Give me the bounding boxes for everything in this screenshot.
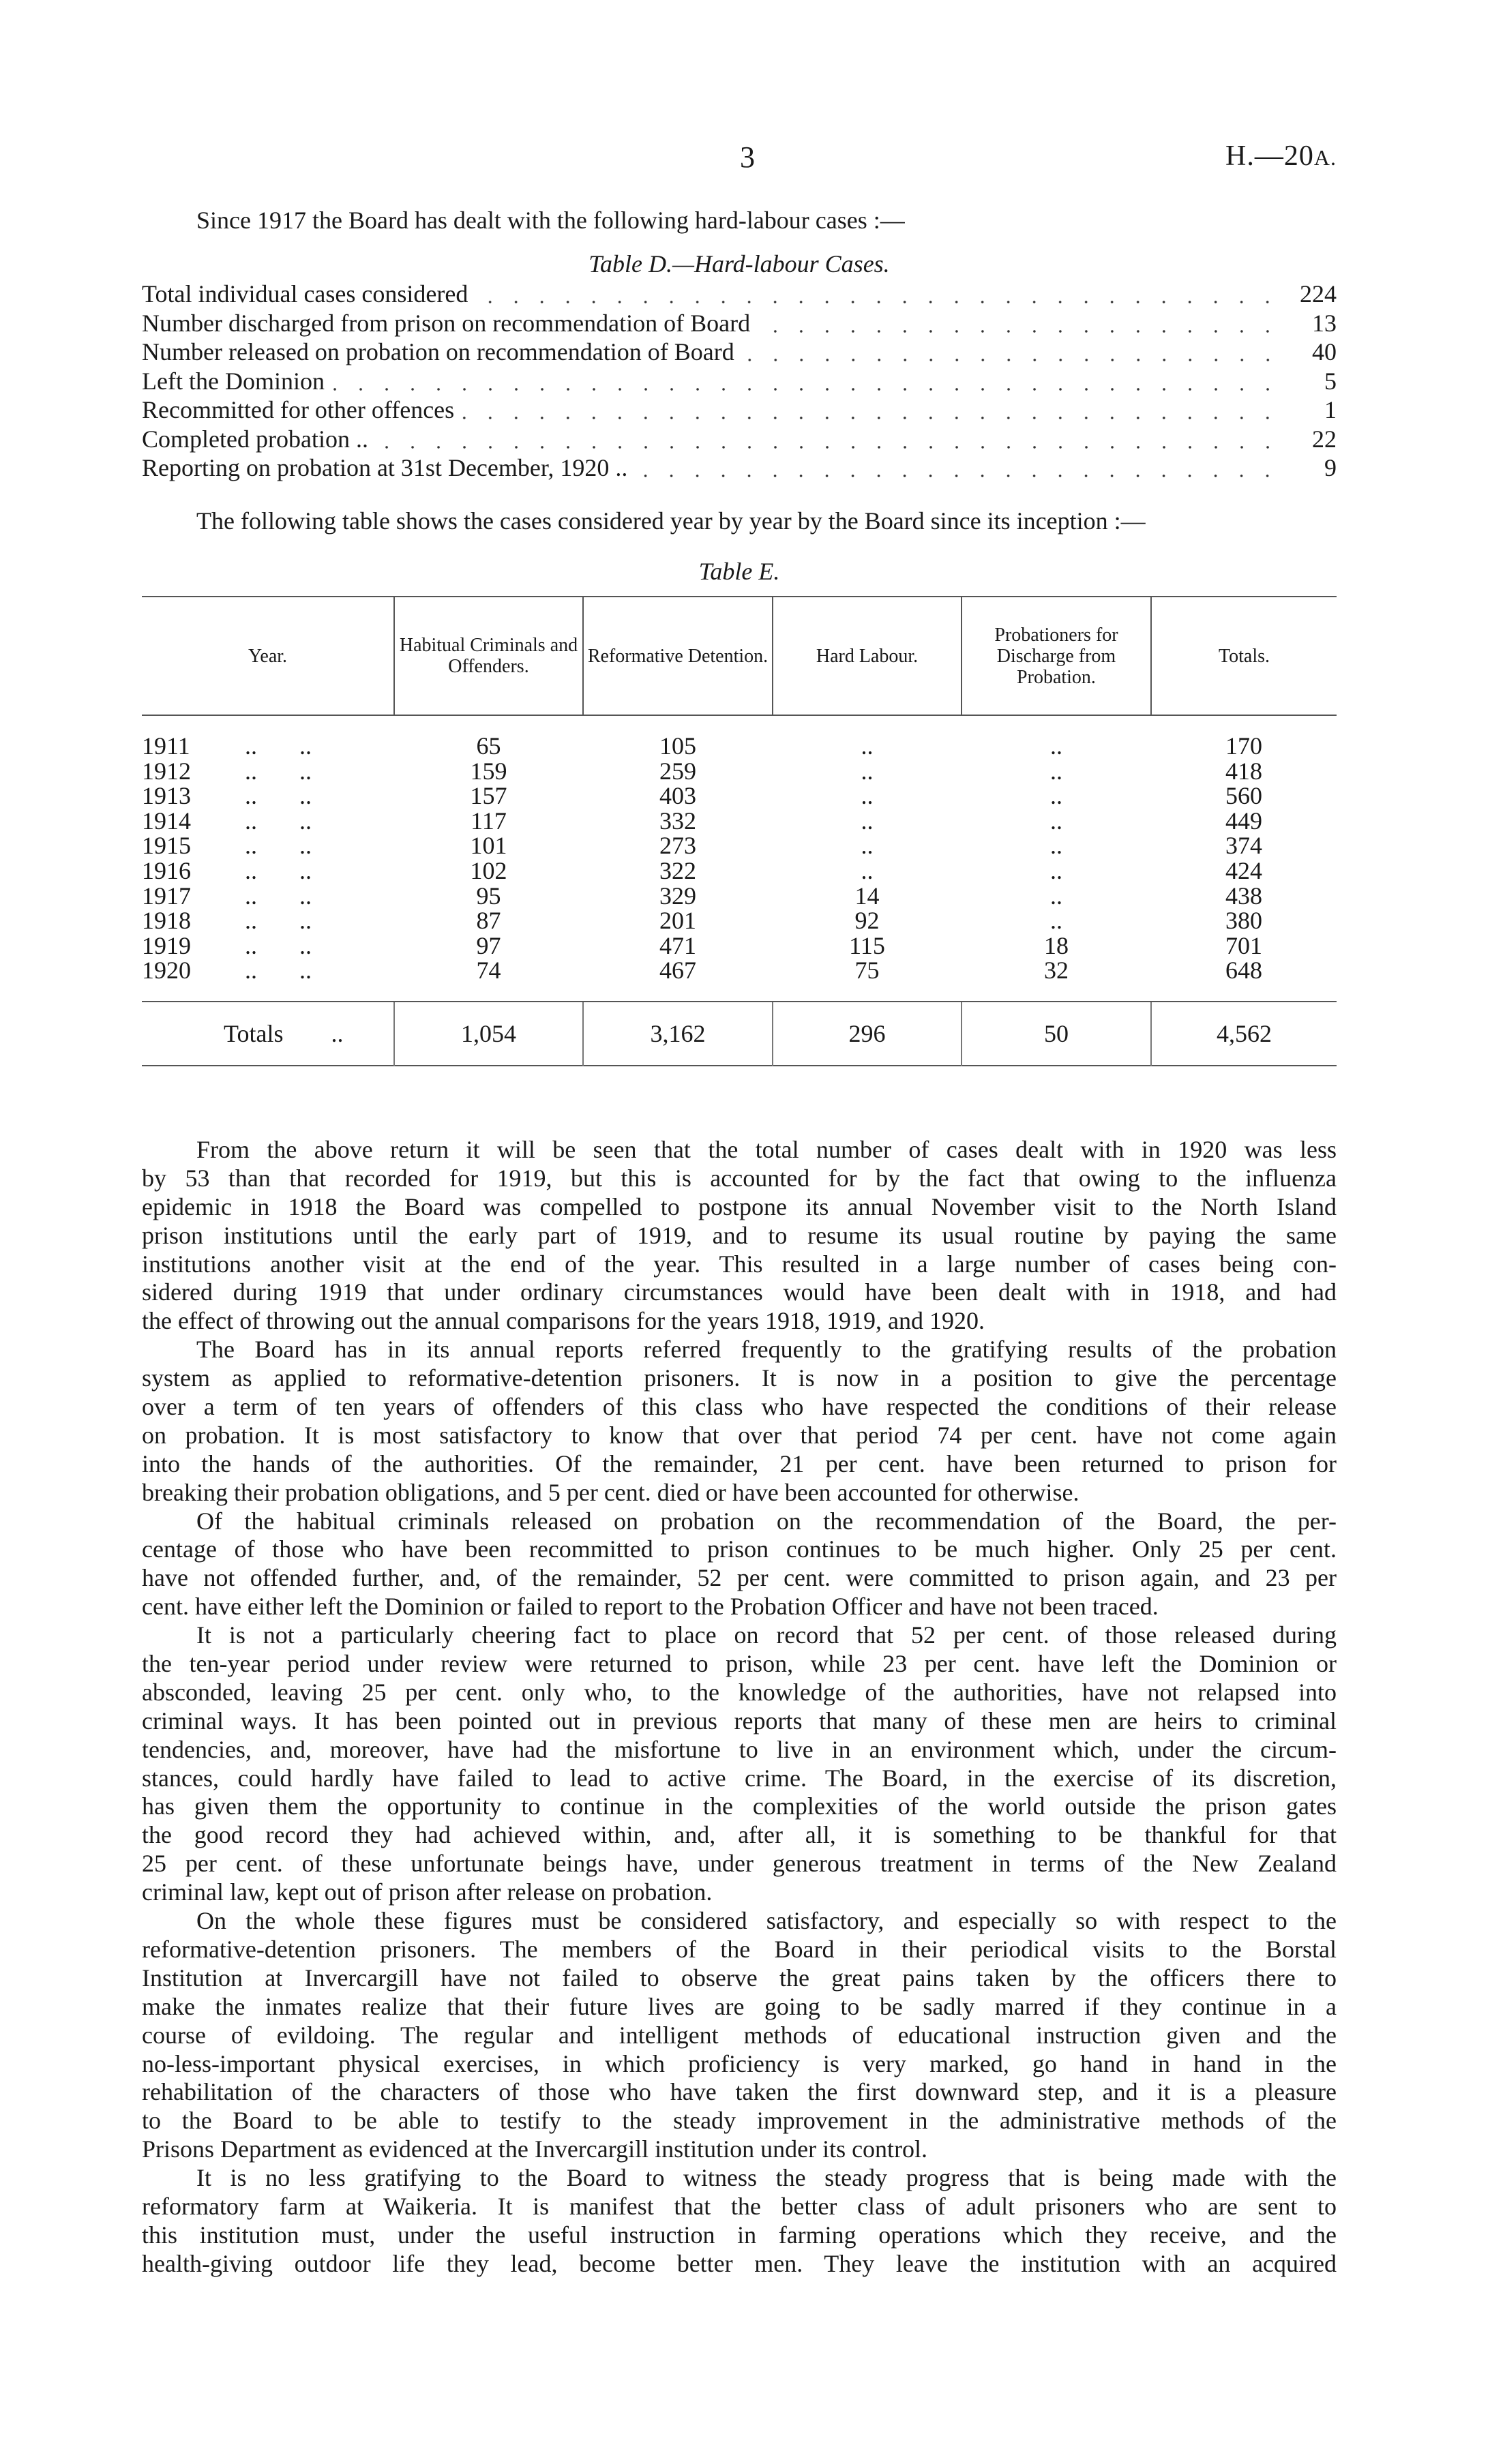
year-cell <box>142 933 394 959</box>
totals-row <box>142 1002 1337 1066</box>
year-cell <box>142 759 394 784</box>
total-cell: 648 <box>1225 957 1262 985</box>
reformative-cell: 471 <box>659 931 696 959</box>
table-row <box>142 958 1337 1002</box>
total-probationers: 50 <box>962 1002 1151 1066</box>
dot-leader <box>476 280 1281 309</box>
text-line: criminal ways. It has been pointed out in previous reports that many of these men are heirs to criminal <box>142 1707 1337 1734</box>
year-cell <box>142 908 394 933</box>
table-e <box>142 596 1337 1066</box>
dot-leader <box>636 453 1281 483</box>
table-row <box>142 833 1337 858</box>
year: 1913 <box>142 782 191 810</box>
text-line: course of evildoing. The regular and intelligent methods of educational instruction given and the <box>142 2021 1337 2049</box>
table-row <box>142 858 1337 884</box>
text-line: Institution at Invercargill have not failed to observe the great pains taken by the officers there to <box>142 1964 1337 1992</box>
text-line: criminal law, kept out of prison after release on probation. <box>142 1878 713 1906</box>
total-cell: 374 <box>1225 832 1262 860</box>
probationers-cell: 32 <box>1044 957 1069 985</box>
row-value: 40 <box>1312 338 1337 365</box>
total-cell: 418 <box>1225 757 1262 785</box>
column-header: Hard Labour. <box>773 597 962 715</box>
table-row <box>142 715 1337 759</box>
reformative-cell: 105 <box>659 732 696 760</box>
total-cell: 449 <box>1225 807 1262 835</box>
table-d-row <box>142 337 1337 367</box>
row-value: 224 <box>1300 280 1337 307</box>
probationers-cell: .. <box>1050 907 1062 935</box>
text-line: the good record they had achieved within, and, after all, it is something to be thankful for that <box>142 1821 1337 1849</box>
probationers-cell: .. <box>1050 882 1062 910</box>
paragraph <box>142 1507 1337 1622</box>
reformative-cell: 403 <box>659 782 696 810</box>
table-row <box>142 884 1337 909</box>
hard-cell: .. <box>861 757 874 785</box>
leader: .. <box>299 957 312 985</box>
probationers-cell: .. <box>1050 782 1062 810</box>
text-line: 25 per cent. of these unfortunate beings have, under generous treatment in terms of the New Zealand <box>142 1850 1337 1878</box>
dot-leader <box>758 309 1281 338</box>
text-line: The Board has in its annual reports referred frequently to the gratifying results of the probation <box>196 1336 1337 1364</box>
probationers-cell: 18 <box>1044 931 1069 959</box>
habitual-cell: 65 <box>476 732 501 760</box>
text-line: Of the habitual criminals released on probation on the recommendation of the Board, the per- <box>196 1507 1337 1535</box>
habitual-cell: 159 <box>470 757 507 785</box>
reformative-cell: 201 <box>659 907 696 935</box>
total-habitual: 1,054 <box>394 1002 583 1066</box>
text-line: absconded, leaving 25 per cent. only who, to the knowledge of the authorities, have not relapsed into <box>142 1678 1337 1706</box>
text-line: into the hands of the authorities. Of the remainder, 21 per cent. have been returned to prison for <box>142 1449 1337 1477</box>
leader: .. <box>245 832 257 860</box>
text-line: over a term of ten years of offenders of this class who have respected the conditions of their release <box>142 1393 1337 1421</box>
text-line: sidered during 1919 that under ordinary circumstances would have been dealt with in 1918, and had <box>142 1278 1337 1306</box>
text-line: epidemic in 1918 the Board was compelled to postpone its annual November visit to the North Island <box>142 1192 1337 1220</box>
leader: .. <box>245 757 257 785</box>
leader: .. <box>245 856 257 884</box>
paragraph <box>142 1336 1337 1507</box>
leader: .. <box>299 732 312 760</box>
habitual-cell: 97 <box>476 931 501 959</box>
leader: .. <box>245 931 257 959</box>
table-d-title: Table D.—Hard-labour Cases. <box>588 250 890 277</box>
row-value: 22 <box>1312 425 1337 453</box>
year: 1919 <box>142 931 191 959</box>
table-d-row <box>142 453 1337 483</box>
habitual-cell: 87 <box>476 907 501 935</box>
probationers-cell: .. <box>1050 807 1062 835</box>
probationers-cell: .. <box>1050 757 1062 785</box>
year: 1917 <box>142 882 191 910</box>
row-value: 1 <box>1324 396 1337 423</box>
leader: .. <box>299 807 312 835</box>
year-cell <box>142 833 394 858</box>
text-line: reformatory farm at Waikeria. It is manifest that the better class of adult prisoners who are sent to <box>142 2192 1337 2220</box>
text-line: It is no less gratifying to the Board to witness the steady progress that is being made with the <box>196 2164 1337 2192</box>
reformative-cell: 467 <box>659 957 696 985</box>
table-e-title: Table E. <box>698 558 780 585</box>
totals-label-cell <box>142 1002 394 1066</box>
habitual-cell: 74 <box>476 957 501 985</box>
total-cell: 438 <box>1225 882 1262 910</box>
document-reference <box>1200 140 1337 172</box>
paragraph <box>142 1136 1337 1336</box>
reformative-cell: 329 <box>659 882 696 910</box>
text-line: tendencies, and, moreover, have had the misfortune to live in an environment which, under the circum- <box>142 1735 1337 1763</box>
column-header: Probationers for Discharge from Probation. <box>962 597 1151 715</box>
total-total: 4,562 <box>1151 1002 1337 1066</box>
table-d-intro: Since 1917 the Board has dealt with the following hard-labour cases :— <box>196 207 905 234</box>
leader: .. <box>299 757 312 785</box>
text-line: has given them the opportunity to continue in the complexities of the world outside the prison gates <box>142 1792 1337 1820</box>
year-cell <box>142 858 394 884</box>
table-row <box>142 809 1337 834</box>
total-cell: 560 <box>1225 782 1262 810</box>
year: 1911 <box>142 732 190 760</box>
leader: .. <box>245 807 257 835</box>
hard-cell: .. <box>861 732 874 760</box>
text-line: system as applied to reformative-detention prisoners. It is now in a position to give the percentage <box>142 1364 1337 1392</box>
text-line: make the inmates realize that their future lives are going to be sadly marred if they continue in a <box>142 1992 1337 2020</box>
hard-cell: .. <box>861 782 874 810</box>
column-header: Reformative Detention. <box>583 597 773 715</box>
year: 1920 <box>142 957 191 985</box>
hard-cell: 14 <box>854 882 880 910</box>
reformative-cell: 322 <box>659 856 696 884</box>
leader: .. <box>299 882 312 910</box>
text-line: On the whole these figures must be considered satisfactory, and especially so with respect to the <box>196 1907 1337 1935</box>
column-header: Habitual Criminals and Offenders. <box>394 597 583 715</box>
year-cell <box>142 715 394 759</box>
probationers-cell: .. <box>1050 732 1062 760</box>
text-line: the effect of throwing out the annual comparisons for the years 1918, 1919, and 1920. <box>142 1307 985 1335</box>
row-value: 9 <box>1324 454 1337 481</box>
leader: .. <box>299 832 312 860</box>
text-line: prison institutions until the early part of 1919, and to resume its usual routine by paying the same <box>142 1221 1337 1249</box>
paragraph <box>142 2164 1337 2279</box>
text-line: have not offended further, and, of the remainder, 52 per cent. were committed to prison again, and 23 per <box>142 1564 1337 1592</box>
probationers-cell: .. <box>1050 832 1062 860</box>
dot-leader <box>333 367 1281 396</box>
year: 1914 <box>142 807 191 835</box>
reformative-cell: 273 <box>659 832 696 860</box>
dot-leader <box>743 337 1281 367</box>
text-line: by 53 than that recorded for 1919, but this is accounted for by the fact that owing to the influenza <box>142 1164 1337 1192</box>
row-label: Number discharged from prison on recommendation of Board <box>142 309 751 337</box>
table-d-row <box>142 425 1337 454</box>
table-d-row <box>142 367 1337 396</box>
year: 1916 <box>142 856 191 884</box>
column-header: Year. <box>142 597 394 715</box>
year-cell <box>142 809 394 834</box>
text-line: rehabilitation of the characters of those who have taken the first downward step, and it is a pleasure <box>142 2078 1337 2106</box>
hard-cell: 75 <box>854 957 880 985</box>
hard-cell: 92 <box>854 907 880 935</box>
dot-leader <box>376 425 1281 454</box>
text-line: reformative-detention prisoners. The members of the Board in their periodical visits to the Borstal <box>142 1935 1337 1963</box>
year: 1915 <box>142 832 191 860</box>
leader: .. <box>299 907 312 935</box>
year: 1918 <box>142 907 191 935</box>
row-label: Total individual cases considered <box>142 280 468 307</box>
text-line: institutions another visit at the end of the year. This resulted in a large number of cases being con- <box>142 1250 1337 1278</box>
row-label: Reporting on probation at 31st December, 1920 .. <box>142 454 628 481</box>
body-text <box>142 1136 1337 2279</box>
table-e-intro: The following table shows the cases considered year by year by the Board since its inception :— <box>196 507 1146 535</box>
habitual-cell: 102 <box>470 856 507 884</box>
habitual-cell: 117 <box>471 807 507 835</box>
row-label: Number released on probation on recommendation of Board <box>142 338 734 365</box>
text-line: It is not a particularly cheering fact to place on record that 52 per cent. of those released during <box>196 1621 1337 1649</box>
text-line: to the Board to be able to testify to the steady improvement in the administrative methods of the <box>142 2107 1337 2135</box>
year-cell <box>142 958 394 1002</box>
reference-suffix: A. <box>1313 145 1337 170</box>
hard-cell: .. <box>861 832 874 860</box>
text-line: no-less-important physical exercises, in which proficiency is very marked, go hand in hand in the <box>142 2049 1337 2077</box>
row-value: 5 <box>1324 367 1337 395</box>
leader: .. <box>245 732 257 760</box>
total-hard: 296 <box>773 1002 962 1066</box>
habitual-cell: 95 <box>476 882 501 910</box>
row-label: Completed probation .. <box>142 425 368 453</box>
row-value: 13 <box>1312 309 1337 337</box>
habitual-cell: 101 <box>470 832 507 860</box>
text-line: centage of those who have been recommitted to prison continues to be much higher. Only 25 per cent. <box>142 1535 1337 1563</box>
table-row <box>142 783 1337 809</box>
table-row <box>142 908 1337 933</box>
hard-cell: .. <box>861 807 874 835</box>
leader: .. <box>299 931 312 959</box>
text-line: From the above return it will be seen that the total number of cases dealt with in 1920 was less <box>196 1136 1337 1163</box>
text-line: on probation. It is most satisfactory to know that over that period 74 per cent. have not come again <box>142 1421 1337 1449</box>
totals-label: Totals <box>224 1019 284 1047</box>
hard-cell: 115 <box>849 931 885 959</box>
leader: .. <box>299 782 312 810</box>
year-cell <box>142 783 394 809</box>
reformative-cell: 332 <box>659 807 696 835</box>
leader: .. <box>245 907 257 935</box>
total-cell: 701 <box>1225 931 1262 959</box>
page-number: 3 <box>740 140 755 174</box>
text-line: health-giving outdoor life they lead, become better men. They leave the institution with an acquired <box>142 2249 1337 2277</box>
leader: .. <box>331 1019 344 1047</box>
table-d-row <box>142 309 1337 338</box>
reformative-cell: 259 <box>659 757 696 785</box>
leader: .. <box>245 882 257 910</box>
dot-leader <box>462 395 1281 425</box>
habitual-cell: 157 <box>470 782 507 810</box>
text-line: the ten-year period under review were returned to prison, while 23 per cent. have left the Dominion or <box>142 1650 1337 1678</box>
paragraph <box>142 1621 1337 1907</box>
total-cell: 380 <box>1225 907 1262 935</box>
probationers-cell: .. <box>1050 856 1062 884</box>
text-line: cent. have either left the Dominion or failed to report to the Probation Officer and have not been traced. <box>142 1593 1159 1621</box>
table-row <box>142 933 1337 959</box>
reference-main: H.—20 <box>1225 140 1314 172</box>
table-d <box>142 280 1337 483</box>
leader: .. <box>245 957 257 985</box>
text-line: this institution must, under the useful instruction in farming operations which they receive, and the <box>142 2221 1337 2249</box>
text-line: breaking their probation obligations, and 5 per cent. died or have been accounted for otherwise. <box>142 1478 1079 1506</box>
text-line: Prisons Department as evidenced at the Invercargill institution under its control. <box>142 2135 928 2163</box>
leader: .. <box>245 782 257 810</box>
table-d-row <box>142 280 1337 309</box>
year: 1912 <box>142 757 191 785</box>
row-label: Left the Dominion <box>142 367 325 395</box>
hard-cell: .. <box>861 856 874 884</box>
paragraph <box>142 1907 1337 2164</box>
leader: .. <box>299 856 312 884</box>
table-d-row <box>142 395 1337 425</box>
total-cell: 170 <box>1225 732 1262 760</box>
text-line: stances, could hardly have failed to lead to active crime. The Board, in the exercise of its discretion, <box>142 1764 1337 1792</box>
column-header: Totals. <box>1151 597 1337 715</box>
table-row <box>142 759 1337 784</box>
row-label: Recommitted for other offences <box>142 396 455 423</box>
total-cell: 424 <box>1225 856 1262 884</box>
total-reformative: 3,162 <box>583 1002 773 1066</box>
year-cell <box>142 884 394 909</box>
